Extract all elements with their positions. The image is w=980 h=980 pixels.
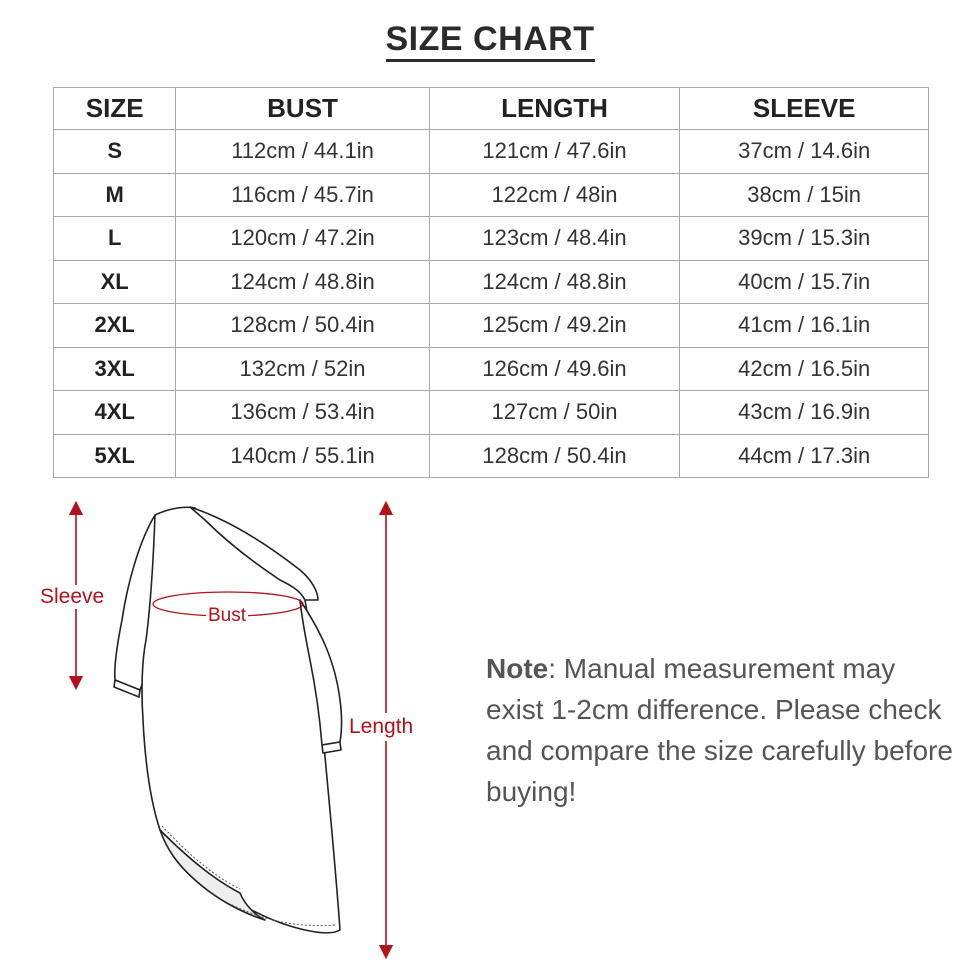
header-sleeve: SLEEVE	[680, 88, 929, 130]
length-cell: 121cm / 47.6in	[429, 130, 680, 174]
size-cell: M	[54, 173, 176, 217]
size-cell: 3XL	[54, 347, 176, 391]
bust-cell: 112cm / 44.1in	[176, 130, 429, 174]
sleeve-label: Sleeve	[40, 585, 105, 608]
dress-body	[142, 507, 340, 933]
bust-label: Bust	[208, 605, 247, 626]
size-cell: 4XL	[54, 391, 176, 435]
dress-illustration	[114, 507, 342, 933]
sleeve-cell: 37cm / 14.6in	[680, 130, 929, 174]
sleeve-cell: 39cm / 15.3in	[680, 217, 929, 261]
length-cell: 123cm / 48.4in	[429, 217, 680, 261]
note-body: : Manual measurement may exist 1-2cm difference. Please check and compare the size carefully before buying!	[486, 653, 953, 807]
length-cell: 125cm / 49.2in	[429, 304, 680, 348]
size-cell: 2XL	[54, 304, 176, 348]
sleeve-cell: 40cm / 15.7in	[680, 260, 929, 304]
length-cell: 122cm / 48in	[429, 173, 680, 217]
sleeve-cell: 42cm / 16.5in	[680, 347, 929, 391]
size-cell: XL	[54, 260, 176, 304]
note-text	[486, 648, 956, 812]
bust-cell: 132cm / 52in	[176, 347, 429, 391]
header-length: LENGTH	[429, 88, 680, 130]
header-size: SIZE	[54, 88, 176, 130]
size-chart-heading: SIZE CHART	[386, 20, 595, 62]
bust-cell: 140cm / 55.1in	[176, 434, 429, 478]
note-lead: Note	[486, 653, 549, 684]
size-cell: L	[54, 217, 176, 261]
length-label: Length	[349, 713, 413, 741]
sleeve-cell: 41cm / 16.1in	[680, 304, 929, 348]
length-cell: 128cm / 50.4in	[429, 434, 680, 478]
size-cell: S	[54, 130, 176, 174]
length-cell: 127cm / 50in	[429, 391, 680, 435]
sleeve-cell: 43cm / 16.9in	[680, 391, 929, 435]
bust-cell: 116cm / 45.7in	[176, 173, 429, 217]
bust-cell: 136cm / 53.4in	[176, 391, 429, 435]
length-cell: 124cm / 48.8in	[429, 260, 680, 304]
bust-cell: 120cm / 47.2in	[176, 217, 429, 261]
bust-cell: 128cm / 50.4in	[176, 304, 429, 348]
bust-cell: 124cm / 48.8in	[176, 260, 429, 304]
sleeve-cell: 38cm / 15in	[680, 173, 929, 217]
sleeve-cell: 44cm / 17.3in	[680, 434, 929, 478]
header-bust: BUST	[176, 88, 429, 130]
size-cell: 5XL	[54, 434, 176, 478]
length-cell: 126cm / 49.6in	[429, 347, 680, 391]
